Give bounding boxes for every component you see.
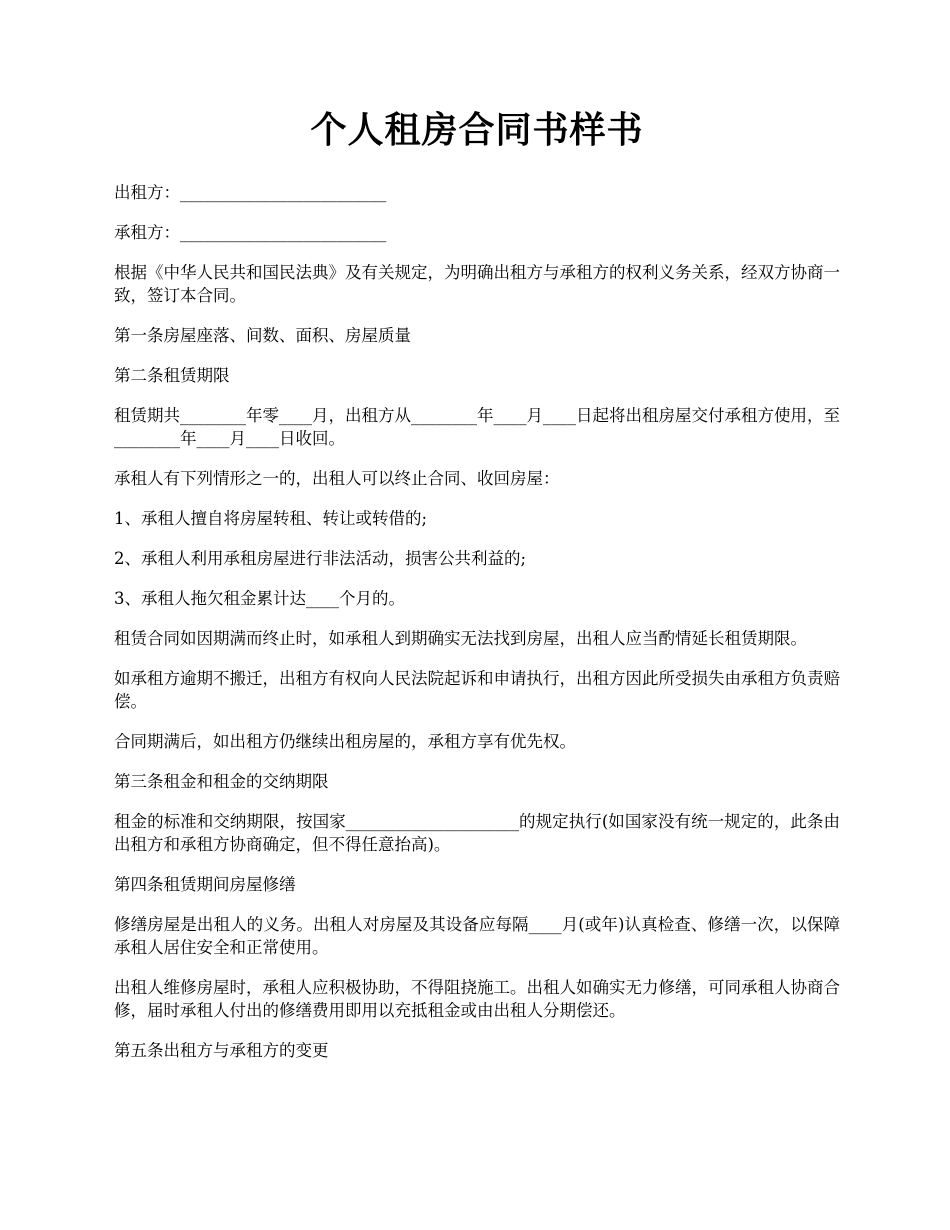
repair-duty-paragraph: 修缮房屋是出租人的义务。出租人对房屋及其设备应每隔____月(或年)认真检查、修缮一次，以保障承租人居住安全和正常使用。 — [114, 915, 840, 957]
lessor-field: 出租方：_________________________ — [114, 183, 387, 202]
overdue-move-out-paragraph: 如承租方逾期不搬迁，出租方有权向人民法院起诉和申请执行，出租方因此所受损失由承租方负责赔偿。 — [114, 669, 840, 711]
article-3-heading: 第三条租金和租金的交纳期限 — [114, 772, 329, 791]
repair-cooperation-paragraph: 出租人维修房屋时，承租人应积极协助，不得阻挠施工。出租人如确实无力修缮，可同承租人协商合修，届时承租人付出的修缮费用即用以充抵租金或由出租人分期偿还。 — [114, 978, 840, 1020]
rent-standard-paragraph: 租金的标准和交纳期限，按国家_____________________的规定执行(如国家没有统一规定的，此条由出租方和承租方协商确定，但不得任意抬高)。 — [114, 812, 840, 854]
lessee-field: 承租方：_________________________ — [114, 223, 387, 242]
expiry-extension-paragraph: 租赁合同如因期满而终止时，如承租人到期确实无法找到房屋，出租人应当酌情延长租赁期限。 — [114, 629, 807, 648]
preamble-paragraph: 根据《中华人民共和国民法典》及有关规定，为明确出租方与承租方的权利义务关系，经双方协商一致，签订本合同。 — [114, 263, 840, 305]
document-title: 个人租房合同书样书 — [310, 109, 644, 151]
article-4-heading: 第四条租赁期间房屋修缮 — [114, 875, 296, 894]
termination-item-1: 1、承租人擅自将房屋转租、转让或转借的; — [114, 509, 428, 528]
priority-right-paragraph: 合同期满后，如出租方仍继续出租房屋的，承租方享有优先权。 — [114, 732, 576, 751]
article-1-heading: 第一条房屋座落、间数、面积、房屋质量 — [114, 326, 411, 345]
article-2-heading: 第二条租赁期限 — [114, 366, 230, 385]
lease-term-paragraph: 租赁期共________年零____月，出租方从________年____月____日起将出租房屋交付承租方使用，至________年____月____日收回。 — [114, 406, 840, 448]
termination-intro-paragraph: 承租人有下列情形之一的，出租人可以终止合同、收回房屋： — [114, 469, 560, 488]
article-5-heading: 第五条出租方与承租方的变更 — [114, 1041, 329, 1060]
termination-item-3: 3、承租人拖欠租金累计达____个月的。 — [114, 589, 405, 608]
document-page — [114, 108, 840, 1079]
termination-item-2: 2、承租人利用承租房屋进行非法活动，损害公共利益的; — [114, 549, 527, 568]
